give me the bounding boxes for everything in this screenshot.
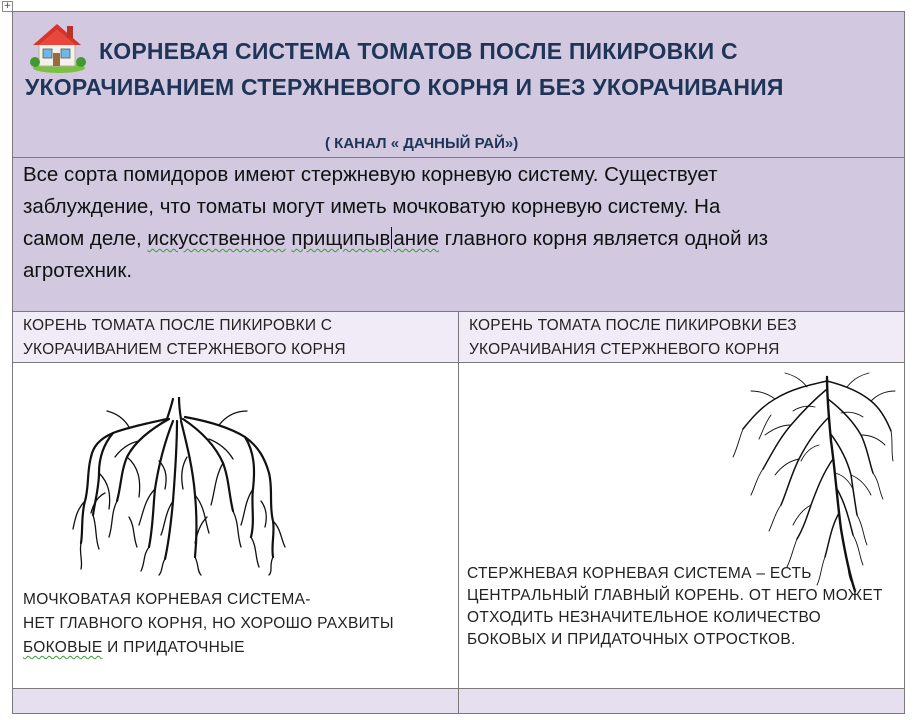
right-column-header <box>459 312 904 363</box>
left-desc-line-3 <box>23 639 245 657</box>
table-move-handle-icon[interactable]: + <box>3 1 12 11</box>
left-header-line-1: КОРЕНЬ ТОМАТА ПОСЛЕ ПИКИРОВКИ С <box>23 317 333 334</box>
left-picture-cell <box>13 363 459 689</box>
spellcheck-word: искусственное <box>147 227 286 250</box>
page-title-line1: КОРНЕВАЯ СИСТЕМА ТОМАТОВ ПОСЛЕ ПИКИРОВКИ С <box>99 38 738 64</box>
left-header-line-2: УКОРАЧИВАНИЕМ СТЕРЖНЕВОГО КОРНЯ <box>23 341 346 358</box>
left-footer-cell <box>13 689 459 713</box>
left-desc-line-2: НЕТ ГЛАВНОГО КОРНЯ, НО ХОРОШО РАХВИТЫ <box>23 615 394 632</box>
left-desc-line-1: МОЧКОВАТАЯ КОРНЕВАЯ СИСТЕМА- <box>23 591 311 608</box>
right-desc-line-4: БОКОВЫХ И ПРИДАТОЧНЫХ ОТРОСТКОВ. <box>467 631 796 648</box>
right-header-line-1: КОРЕНЬ ТОМАТА ПОСЛЕ ПИКИРОВКИ БЕЗ <box>469 317 797 334</box>
spellcheck-word: прищипыв <box>291 227 391 250</box>
document-table <box>12 11 905 714</box>
title-cell <box>13 12 904 158</box>
left-column-header <box>13 312 459 363</box>
spellcheck-word: ание <box>393 227 439 250</box>
page-title-line2: УКОРАЧИВАНИЕМ СТЕРЖНЕВОГО КОРНЯ И БЕЗ УКОРАЧИВАНИЯ <box>25 74 784 100</box>
right-desc-line-2: ЦЕНТРАЛЬНЫЙ ГЛАВНЫЙ КОРЕНЬ. ОТ НЕГО МОЖЕТ <box>467 587 883 604</box>
house-icon <box>25 18 89 74</box>
intro-line-2: заблуждение, что томаты могут иметь мочковатую корневую систему. На <box>23 195 721 218</box>
fibrous-root-illustration <box>69 397 289 577</box>
intro-cell <box>13 158 904 312</box>
channel-caption: ( КАНАЛ « ДАЧНЫЙ РАЙ») <box>325 135 519 152</box>
intro-line-1: Все сорта помидоров имеют стержневую корневую систему. Существует <box>23 163 718 186</box>
right-header-line-2: УКОРАЧИВАНИЯ СТЕРЖНЕВОГО КОРНЯ <box>469 341 780 358</box>
intro-text-segment: главного корня является одной из <box>438 227 769 250</box>
right-footer-cell <box>459 689 904 713</box>
right-desc-line-3: ОТХОДИТЬ НЕЗНАЧИТЕЛЬНОЕ КОЛИЧЕСТВО <box>467 609 821 626</box>
right-picture-cell <box>459 363 904 689</box>
intro-text-segment: самом деле, <box>23 227 148 250</box>
taproot-illustration <box>731 369 896 597</box>
intro-line-4: агротехник. <box>23 259 133 282</box>
intro-line-3 <box>23 227 768 251</box>
spellcheck-word: БОКОВЫЕ <box>23 639 103 656</box>
left-desc-segment: И ПРИДАТОЧНЫЕ <box>102 639 245 656</box>
right-desc-line-1: СТЕРЖНЕВАЯ КОРНЕВАЯ СИСТЕМА – ЕСТЬ <box>467 565 812 582</box>
